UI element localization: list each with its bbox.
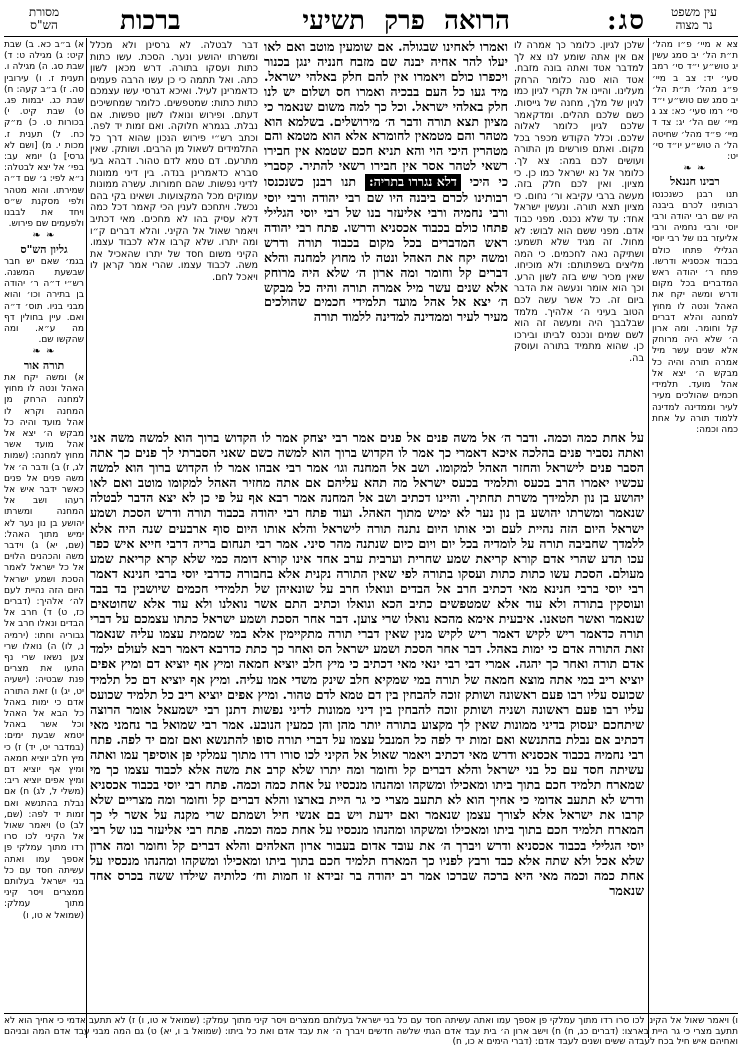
- gemara-block-wide: [90, 430, 644, 990]
- masechet-title: ברכות: [120, 6, 181, 36]
- torah-or-text: א) ומשה יקח את האהל ונטה לו מחוץ למחנה הרחק מן המחנה וקרא לו אהל מועד והיה כל מבקש ה׳ יצא אל אהל מועד אשר מחוץ למחנה: (שמות לג, ז) ב) ודבר ה׳ אל משה פנים אל פנים כאשר ידבר איש אל רעהו ושב אל המחנה ומשרתו יהושע בן נון נער לא ימיש מתוך האהל: (שם, יא) ג) וידבר משה והכהנים הלוים אל כל ישראל לאמר הסכת ושמע ישראל היום הזה נהיית לעם לה׳ אלהיך: (דברים כז, ט) ד) חרב אל הבדים ונאלו חרב אל גבוריה וחתו: (ירמיה נ, לו) ה) נואלו שרי צען נשאו שרי נף התעו את מצרים פנת שבטיה: (ישעיה יט, יג) ו) זאת התורה אדם כי ימות באהל כל הבא אל האהל וכל אשר באהל יטמא שבעת ימים: (במדבר יט, יד) ז) כי מיץ חלב יוציא חמאה ומיץ אף יוציא דם ומיץ אפים יוציא ריב: (משלי ל, לג) ח) אם נבלת בהתנשא ואם זמות יד לפה: (שם, לב) ט) ויאמר שאול אל הקיני לכו סרו רדו מתוך עמלקי פן אספך עמו ואתה עשיתה חסד עם כל בני ישראל בעלותם ממצרים ויסר קיני מתוך עמלק: (שמואל א טו, ו): [4, 372, 84, 921]
- footnote-text: ו) ויאמר שאול אל הקיני לכו סרו רדו מתוך עמלקי פן אספך עמו ואתה עשיתה חסד עם כל בני ישראל בעלותם ממצרים ויסר קיני מתוך עמלק: (שמואל א טו, ו) ז) לא תתעב אדמי כי אחיך הוא לא תתעב מצרי כי גר היית בארצו: (דברים כג, ח) ח) וישב ארון ה׳ בית עבד אדם הגתי שלשה חדשים ויברך ה׳ את עבד אדם ואת כל ביתו: (שמואל ב ו, יא) ט) גם המה מבני עבד אדם המה ובניהם ואחיהם איש חיל בכח לעבדה ששים ושנים לעבד אדם: (דברי הימים א כו, ח): [4, 1016, 738, 1048]
- footnote-block: [4, 1016, 738, 1056]
- mesorah-extra-text: בפי׳ אל יצא לבטלה: נ״א לפי: ג׳ שם ד״ה שמירתו. והוא מטהר ולפי מסקנת ש״ס ויחד את לבבנו ולפעמים שם פירוש.: [4, 163, 84, 230]
- highlighted-phrase: דלא נגררו בתריה:: [365, 174, 461, 191]
- gemara-text-wide: על אחת כמה וכמה. ודבר ה׳ אל משה פנים אל פנים אמר רבי יצחק אמר לו הקדוש ברוך הוא למשה משה אני ואתה נסביר פנים בהלכה איכא דאמרי כך אמר לו הקדוש ברוך הוא למשה כשם שאני הסברתי לך פנים כך אתה הסבר פנים לישראל והחזר האהל למקומו. ושב אל המחנה וגו׳ אמר רבי אבהו אמר לו הקדוש ברוך הוא למשה עכשיו יאמרו הרב בכעס ותלמיד בכעס ישראל מה תהא עליהם אם אתה מחזיר האהל למקומו מוטב ואם לאו יהושע בן נון תלמידך משרת תחתיך. והיינו דכתיב ושב אל המחנה אמר רבא אף על פי כן לא יצא הדבר לבטלה שנאמר ומשרתו יהושע בן נון נער לא ימיש מתוך האהל. ועוד פתח רבי יהודה בכבוד תורה ודרש הסכת ושמע ישראל היום הזה נהיית לעם וכי אותו היום נתנה תורה לישראל והלא אותו היום סוף ארבעים שנה היה אלא ללמדך שחביבה תורה על לומדיה בכל יום ויום כיום שנתנה מהר סיני. אמר רבי תנחום בריה דרבי חייא איש כפר עכו תדע שהרי אדם קורא קריאת שמע שחרית וערבית ערב אחד אינו קורא דומה כמי שלא קרא קריאת שמע מעולם. הסכת עשו כתות כתות ועסקו בתורה לפי שאין התורה נקנית אלא בחבורה כדרבי יוסי ברבי חנינא דאמר רבי יוסי ברבי חנינא מאי דכתיב חרב אל הבדים ונואלו חרב על שונאיהן של תלמידי חכמים שיושבין בד בבד ועוסקין בתורה ולא עוד אלא שמטפשים כתיב הכא ונואלו וכתיב התם אשר נואלנו ולא עוד אלא שחוטאים שנאמר ואשר חטאנו. איבעית אימא מהכא נואלו שרי צוען. דבר אחר הסכת ושמע ישראל כתתו עצמכם על דברי תורה כדאמר ריש לקיש דאמר ריש לקיש מנין שאין דברי תורה מתקיימין אלא במי שממית עצמו עליה שנאמר זאת התורה אדם כי ימות באהל. דבר אחר הסכת ושמע ישראל הס ואחר כך כתת כדרבא דאמר רבא לעולם ילמד אדם תורה ואחר כך יהגה. אמרי דבי רבי ינאי מאי דכתיב כי מיץ חלב יוציא חמאה ומיץ אף יוציא דם ומיץ אפים יוציא ריב במי אתה מוצא חמאה של תורה במי שמקיא חלב שינק משדי אמו עליה. ומיץ אף יוציא דם כל תלמיד שכועס עליו רבו פעם ראשונה ושותק זוכה להבחין בין דם טמא לדם טהור. ומיץ אפים יוציא ריב כל תלמיד שכועס עליו רבו פעם ראשונה ושניה ושותק זוכה להבחין בין דיני ממונות לדיני נפשות דתנן רבי ישמעאל אומר הרוצה שיתחכם יעסוק בדיני ממונות שאין לך מקצוע בתורה יותר מהן והן כמעין הנובע. אמר רבי שמואל בר נחמני מאי דכתיב אם נבלת בהתנשא ואם זמות יד לפה כל המנבל עצמו על דברי תורה סופו להתנשא ואם זמם יד לפה. פתח רבי נחמיה בכבוד אכסניא ודרש מאי דכתיב ויאמר שאול אל הקיני לכו סורו רדו מתוך עמלקי פן אוסיפך עמו ואתה עשיתה חסד עם כל בני ישראל והלא דברים קל וחומר ומה יתרו שלא קרב את משה אלא לכבוד עצמו כך מי שמארח תלמיד חכם בתוך ביתו ומאכילו ומשקהו ומהנהו מנכסיו על אחת כמה וכמה. פתח רבי יוסי בכבוד אכסניא ודרש לא תתעב אדומי כי אחיך הוא לא תתעב מצרי כי גר היית בארצו והלא דברים קל וחומר ומה מצריים שלא קרבו את ישראל אלא לצורך עצמן שנאמר ואם ידעת ויש בם אנשי חיל ושמתם שרי מקנה על אשר לי כך המארח תלמיד חכם בתוך ביתו ומאכילו ומשקהו ומהנהו מנכסיו על אחת כמה וכמה. פתח רבי אליעזר בנו של רבי יוסי הגלילי בכבוד אכסניא ודרש ויברך ה׳ את עובד אדום בעבור ארון האלהים והלא דברים קל וחומר ומה ארון שלא אכל ולא שתה אלא כבד ורבץ לפניו כך המארח תלמיד חכם בתוך ביתו ומאכילו ומשקהו ומהנהו מנכסיו על אחת כמה וכמה מאי היא ברכה שברכו אמר רב יהודה בר זבידא זו חמות וח׳ כלותיה שילדו ששה בכרס אחד שנאמר: [90, 430, 644, 898]
- gemara-text-mid: תנו רבנן כשנכנסו רבותינו לכרם ביבנה היו שם רבי יהודה ורבי יוסי ורבי נחמיה ורבי אליעזר בנו של רבי יוסי הגלילי פתחו כולם בכבוד אכסניא ודרשו. פתח רבי יהודה ראש המדברים בכל מקום בכבוד תורה ודרש ומשה יקח את האהל ונטה לו מחוץ למחנה והלא דברים קל וחומר ומה ארון ה׳ שלא היה מרוחק אלא שנים עשר מיל אמרה תורה והיה כל מבקש ה׳ יצא אל אהל מועד תלמידי חכמים שהולכים מעיר לעיר וממדינה למדינה ללמוד תורה: [264, 174, 508, 325]
- rabbeinu-chananel-text: תנו רבנן כשנכנסו רבותינו לכרם ביבנה היו שם רבי יהודה ורבי יוסי ורבי נחמיה ורבי אליעזר בנו של רבי יוסי הגלילי פתחו כולם בכבוד אכסניא ודרשו. פתח ר׳ יהודה ראש המדברים בכל מקום ודרש ומשה יקח את האהל ונטה לו מחוץ למחנה והלא דברים קל וחומר. ומה ארון ה׳ שלא היה מרוחק אלא שנים עשר מיל אמרה תורה והיה כל מבקש ה׳ יצא אל אהל מועד. תלמידי חכמים שהולכים מעיר לעיר וממדינה למדינה ללמוד תורה על אחת כמה וכמה:: [652, 189, 738, 435]
- ornament-divider: ❧ ❧: [32, 230, 56, 242]
- gemara-text-top: ואמרו לאחינו שבגולה. אם שומעין מוטב ואם לאו יעלו להר אחיה יבנה שם מזבח חנניה ינגן בכנור ויכפרו כולם ויאמרו אין להם חלק באלהי ישראל. מיד געו כל העם בבכיה ואמרו חס ושלום יש לנו חלק באלהי ישראל. וכל כך למה משום שנאמר כי מציון תצא תורה ודבר ה׳ מירושלים. בשלמא הוא מטהר והם מטמאין לחומרא אלא הוא מטמא והם מטהרין היכי הוי והא תניא חכם שטמא אין חבירו רשאי לטהר אסר אין חבירו רשאי להתיר. קסברי כי היכי: [264, 40, 508, 190]
- tosafot-column: [90, 40, 258, 420]
- rabbeinu-chananel-label: רבינו חננאל: [670, 175, 720, 189]
- ein-mishpat-column: [652, 40, 738, 450]
- header-rule: [4, 36, 738, 37]
- ein-mishpat-text: צא א מיי׳ פ״ו מהל׳ ת״ת הל׳ יב סמג עשין יג טוש״ע י״ד סי׳ רמב סעי׳ יד: צב ב מיי׳ פ״ג מהל׳ ת״ת הל׳ יב סמג שם טוש״ע י״ד סי׳ רמו סעי׳ כא: צג ג מיי׳ שם הל׳ יג: צד ד מיי׳ פ״ד מהל׳ שחיטה הל׳ ה טוש״ע יו״ד סי׳ יט:: [652, 40, 738, 163]
- gilyon-text: בגמ׳ שאם יש חבר שבשעת המשנה. רש״י ד״ה ר׳ יהודה בן בתירה וכו׳ והוא מבני בניו. תוס׳ ד״ה ואם. עיין בחולין דף מה ע״א. ומה שהקשו שם.: [4, 256, 84, 346]
- ein-mishpat-heading: עין משפט נר מצוה: [671, 5, 717, 32]
- page-header: [0, 4, 742, 38]
- mesorah-heading: מסורת הש"ס: [28, 5, 60, 32]
- mesorah-column: [4, 40, 84, 1036]
- column-rule-right: [648, 38, 649, 1038]
- ornament-divider: ❧ ❧: [683, 163, 707, 175]
- column-rule-left: [86, 38, 87, 1038]
- folio-number: סג:: [607, 6, 646, 36]
- perek-title: הרואה פרק תשיעי: [302, 6, 510, 36]
- gemara-block-top: [264, 40, 508, 430]
- torah-or-label: תורה אור: [23, 358, 65, 372]
- ornament-divider: ❧ ❧: [32, 346, 56, 358]
- gilyon-label: גליון הש"ס: [20, 242, 68, 256]
- tosafot-text: דבר לבטלה. לא גרסינן ולא מכלל ומשרתו יהושע ונער. הסכת. עשו כתות כתות ועסקו בתורה. דרש מכאן לשון כתה. ואל תתמה כי כן עשו הרבה פעמים כדאמרינן לעיל. ואיכא דגרסי עשו עצמכם כתות כתות: שמטפשים. כלומר שמחשיכים דעתם. ופירוש ונואלו לשון טפשות. אם נבלת. בגמרא חלוקה. ואם זמות יד לפה. וכתב רש״י פירוש הנכון שהוא דרך כל התלמידים לשאול מן הרבים. ושותק. שאין מתרעם. דם טמא לדם טהור. דבהא בעי סברא כדאמרינן בנדה. בין דיני ממונות לדיני נפשות. שהם חמורות. עשרה ממונות עמוקים מכל המקצועות. ושאינו בקי בהם נכשל. ויתחכם לענין הכי קאמר דכל כמה דלא עסיק בהו לא מחכים. מאי דכתיב ויאמר שאול אל הקיני. והלא דברים ק״ו ומה יתרו. שלא קרבו אלא לכבוד עצמו. הקיני משום חסד של יתרו שהאכיל את משה. לכבוד עצמו. שהרי אמר קראן לו ויאכל לחם.: [90, 40, 258, 283]
- mesorah-text: א) ב״ב כא. ב) שבת קיט: ג) מגילה ט: ד) שבת סג. ה) מגילה ו. תענית ז. ו) עירובין סה. ז) ב״ב קעה: ח) שבת כג. יבמות פג. ט) שבת קיט. י) בכורות ט. כ) מ״ק כח. ל) תענית ז. מכות י. מ) [ושם לא גרסי] נ) יומא עב:: [4, 40, 84, 163]
- rashi-column: [514, 40, 644, 420]
- footnote-rule: [4, 1013, 738, 1014]
- rashi-text: שלכן לגיון. כלומר כך אמרה לו אם אין אתה שומע לנו צא לך למדבר אטד ואתה בונה מזבח. אטד הוא סנה כלומר הרחק מעלינו. והיינו אל תקרי לגיון כמו לגיון של מלך, מחנה של גייסות. כשם שלכם תהלים. ומדקאמר שלכם לגיון כלומר לאלוה שלכם. וכלל הקודש מכפר בכל מקום. ואתם פורשים מן התורה ועושים לכם במה: צא לך. כלומר אל נא ישראל כמו כן. כי מציון. ואין לכם חלק בזה. מעשה ברבי עקיבא ור׳ נחום. כי מציון תצא תורה. ונעשין ישראל אחד: עד שלא נכנס. מפני כבוד אדם. מפני ששם הוא לבוש: לא מחול. זה מגיד שלא תשמע: ושתיקה נאה לחכמים. כי המה מליצים בשפתותם: ולא מוכיחו. שאין מכיר שיש בזה לשון הרע. וכך הוא אומר ונעשה את הדבר ביום זה. כל אשר עשה לכם הטוב בעיני ה׳ אלהיך. מלמד שבלבבך היה ומעשה זה הוא לשם שמים ונכנס לביתו ובירכו כן. שהוא מתמיד בתורה ועוסק בה.: [514, 40, 644, 365]
